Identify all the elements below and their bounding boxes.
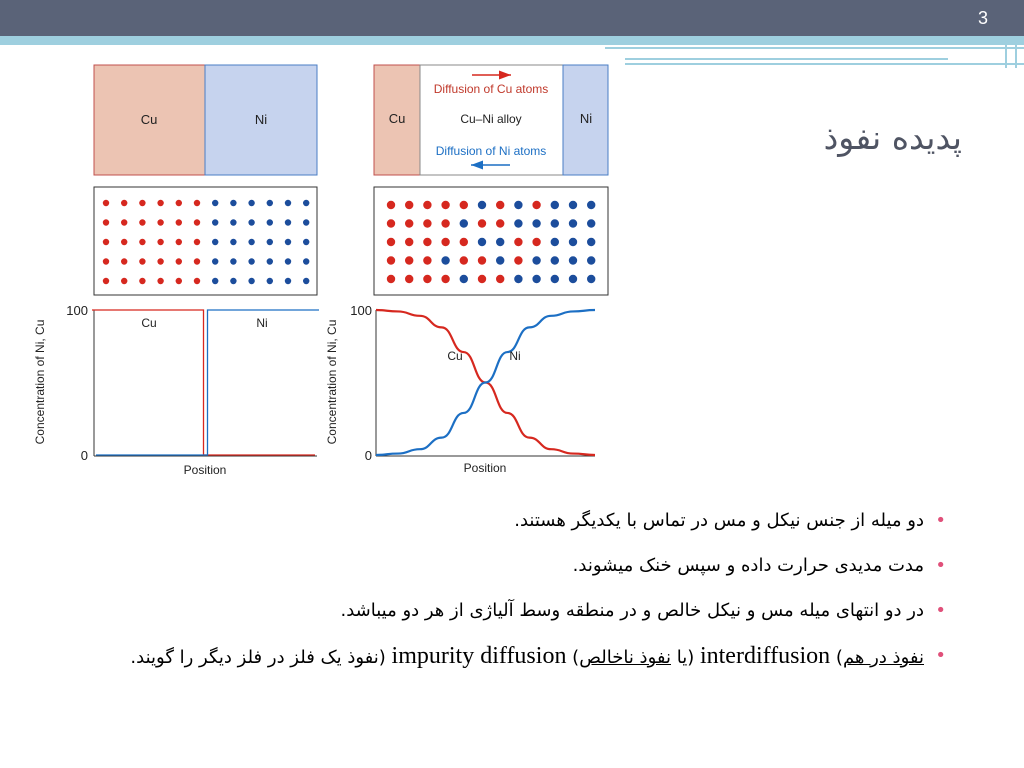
atom: [121, 258, 127, 264]
atom: [303, 258, 309, 264]
atom: [423, 256, 431, 264]
atom: [267, 239, 273, 245]
atom: [514, 256, 522, 264]
atom: [551, 256, 559, 264]
atom: [587, 256, 595, 264]
series-line-ni: [376, 310, 595, 455]
atom: [176, 219, 182, 225]
atom: [103, 278, 109, 284]
atom: [194, 278, 200, 284]
atom: [285, 219, 291, 225]
page-title: پدیده نفوذ: [823, 118, 962, 157]
atom: [267, 200, 273, 206]
atom: [441, 238, 449, 246]
atom: [157, 239, 163, 245]
atom: [551, 219, 559, 227]
atom: [460, 256, 468, 264]
bullet-4-rest: نفوذ یک فلز در فلز دیگر را گویند.: [130, 647, 379, 668]
chart2-cu-series-label: Cu: [447, 349, 463, 363]
cu-diffusion-label: Diffusion of Cu atoms: [433, 82, 549, 96]
ni-diffusion-label: Diffusion of Ni atoms: [435, 144, 547, 158]
atom: [478, 256, 486, 264]
atom: [285, 258, 291, 264]
atom: [514, 201, 522, 209]
atom: [248, 219, 254, 225]
atom: [139, 239, 145, 245]
atom: [267, 278, 273, 284]
atom: [157, 200, 163, 206]
atom: [157, 258, 163, 264]
alloy-label: Cu–Ni alloy: [460, 112, 522, 126]
atom: [103, 219, 109, 225]
chart2-ytick-top: 100: [350, 303, 372, 318]
chart1-xlabel: Position: [183, 463, 227, 477]
atom: [267, 219, 273, 225]
atom: [496, 275, 504, 283]
bullet-1: • دو میله از جنس نیکل و مس در تماس با یکدیگر هستند.: [44, 506, 924, 536]
atom: [194, 219, 200, 225]
atom: [405, 256, 413, 264]
atom: [569, 219, 577, 227]
atom: [514, 238, 522, 246]
bullet-4: • نفوذ در هم (interdiffusion) یا نفوذ ناخالص (impurity diffusion) نفوذ یک فلز در فلز دیگر را گویند.: [44, 641, 924, 673]
bullet-list: [44, 506, 924, 688]
atom: [423, 238, 431, 246]
chart1-ytick-top: 100: [66, 303, 88, 318]
atom: [387, 201, 395, 209]
chart1-cu-series-label: Cu: [141, 316, 157, 330]
atom: [212, 278, 218, 284]
atom: [569, 238, 577, 246]
atom: [423, 201, 431, 209]
atom: [460, 219, 468, 227]
atoms-before-box: [94, 187, 317, 295]
atom: [303, 239, 309, 245]
atom: [514, 275, 522, 283]
bullet-3: • در دو انتهای میله مس و نیکل خالص و در منطقه وسط آلیاژی از هر دو میباشد.: [44, 596, 924, 626]
chart-after: [325, 303, 595, 475]
atom: [532, 219, 540, 227]
atom: [303, 219, 309, 225]
atom: [496, 256, 504, 264]
atom: [569, 275, 577, 283]
atom: [194, 258, 200, 264]
atom: [423, 275, 431, 283]
atom: [551, 201, 559, 209]
atom: [230, 200, 236, 206]
atom: [139, 219, 145, 225]
atom: [387, 256, 395, 264]
cu-block-label: Cu: [140, 112, 158, 127]
atom: [551, 275, 559, 283]
atom: [478, 201, 486, 209]
atom: [285, 200, 291, 206]
atom: [441, 256, 449, 264]
atom: [230, 278, 236, 284]
atom: [496, 238, 504, 246]
term-impurity-diffusion-en: impurity diffusion: [391, 643, 567, 669]
chart-before: [33, 303, 319, 477]
atom: [405, 219, 413, 227]
chart2-xlabel: Position: [463, 461, 507, 475]
chart2-ni-series-label: Ni: [509, 349, 521, 363]
atom: [587, 275, 595, 283]
atom: [194, 200, 200, 206]
atom: [230, 219, 236, 225]
atom: [139, 258, 145, 264]
atom: [460, 201, 468, 209]
atom: [121, 278, 127, 284]
atom: [303, 278, 309, 284]
atom: [569, 201, 577, 209]
atom: [514, 219, 522, 227]
atom: [121, 239, 127, 245]
atom: [176, 258, 182, 264]
atom: [532, 256, 540, 264]
term-impurity-diffusion: نفوذ ناخالص: [579, 647, 671, 668]
atom: [569, 256, 577, 264]
atom: [441, 219, 449, 227]
atom: [285, 278, 291, 284]
atom: [303, 200, 309, 206]
atom: [103, 200, 109, 206]
atom: [139, 200, 145, 206]
chart2-ylabel: Concentration of Ni, Cu: [325, 319, 339, 445]
atom: [230, 258, 236, 264]
atom: [441, 275, 449, 283]
atom: [387, 275, 395, 283]
bullet-2: • مدت مدیدی حرارت داده و سپس خنک میشوند.: [44, 551, 924, 581]
chart1-ytick-bottom: 0: [80, 448, 88, 463]
atom: [157, 278, 163, 284]
atom: [532, 275, 540, 283]
atom: [230, 239, 236, 245]
atom: [423, 219, 431, 227]
chart1-ylabel: Concentration of Ni, Cu: [33, 319, 47, 445]
atom: [551, 238, 559, 246]
atom: [478, 219, 486, 227]
atom: [248, 278, 254, 284]
atom: [267, 258, 273, 264]
atom: [176, 200, 182, 206]
atom: [121, 200, 127, 206]
atom: [387, 238, 395, 246]
atom: [176, 239, 182, 245]
atom: [212, 219, 218, 225]
atom: [248, 200, 254, 206]
chart2-ytick-bottom: 0: [364, 448, 372, 463]
chart1-ni-series-label: Ni: [256, 316, 268, 330]
atom: [587, 238, 595, 246]
atom: [212, 239, 218, 245]
atom: [460, 238, 468, 246]
atom: [478, 275, 486, 283]
atom: [405, 201, 413, 209]
atom: [248, 258, 254, 264]
atom: [103, 258, 109, 264]
atom: [532, 238, 540, 246]
atom: [103, 239, 109, 245]
atom: [532, 201, 540, 209]
atom: [441, 201, 449, 209]
atom: [285, 239, 291, 245]
atom: [587, 201, 595, 209]
or-word: یا: [676, 647, 688, 668]
atom: [194, 239, 200, 245]
atom: [587, 219, 595, 227]
atom: [460, 275, 468, 283]
term-interdiffusion-en: interdiffusion: [699, 643, 831, 669]
ni-block-label: Ni: [254, 112, 268, 127]
atom: [478, 238, 486, 246]
series-line-cu: [92, 310, 315, 455]
atom: [405, 238, 413, 246]
atom: [212, 258, 218, 264]
slide-number: 3: [977, 8, 988, 28]
ni-after-label: Ni: [579, 111, 593, 126]
series-line-ni: [96, 310, 319, 455]
atom: [248, 239, 254, 245]
atom: [157, 219, 163, 225]
atom: [176, 278, 182, 284]
atom: [121, 219, 127, 225]
term-interdiffusion: نفوذ در هم: [842, 647, 924, 668]
atom: [496, 219, 504, 227]
atom: [387, 219, 395, 227]
atom: [496, 201, 504, 209]
atom: [405, 275, 413, 283]
atom: [212, 200, 218, 206]
atom: [139, 278, 145, 284]
cu-after-label: Cu: [388, 111, 406, 126]
